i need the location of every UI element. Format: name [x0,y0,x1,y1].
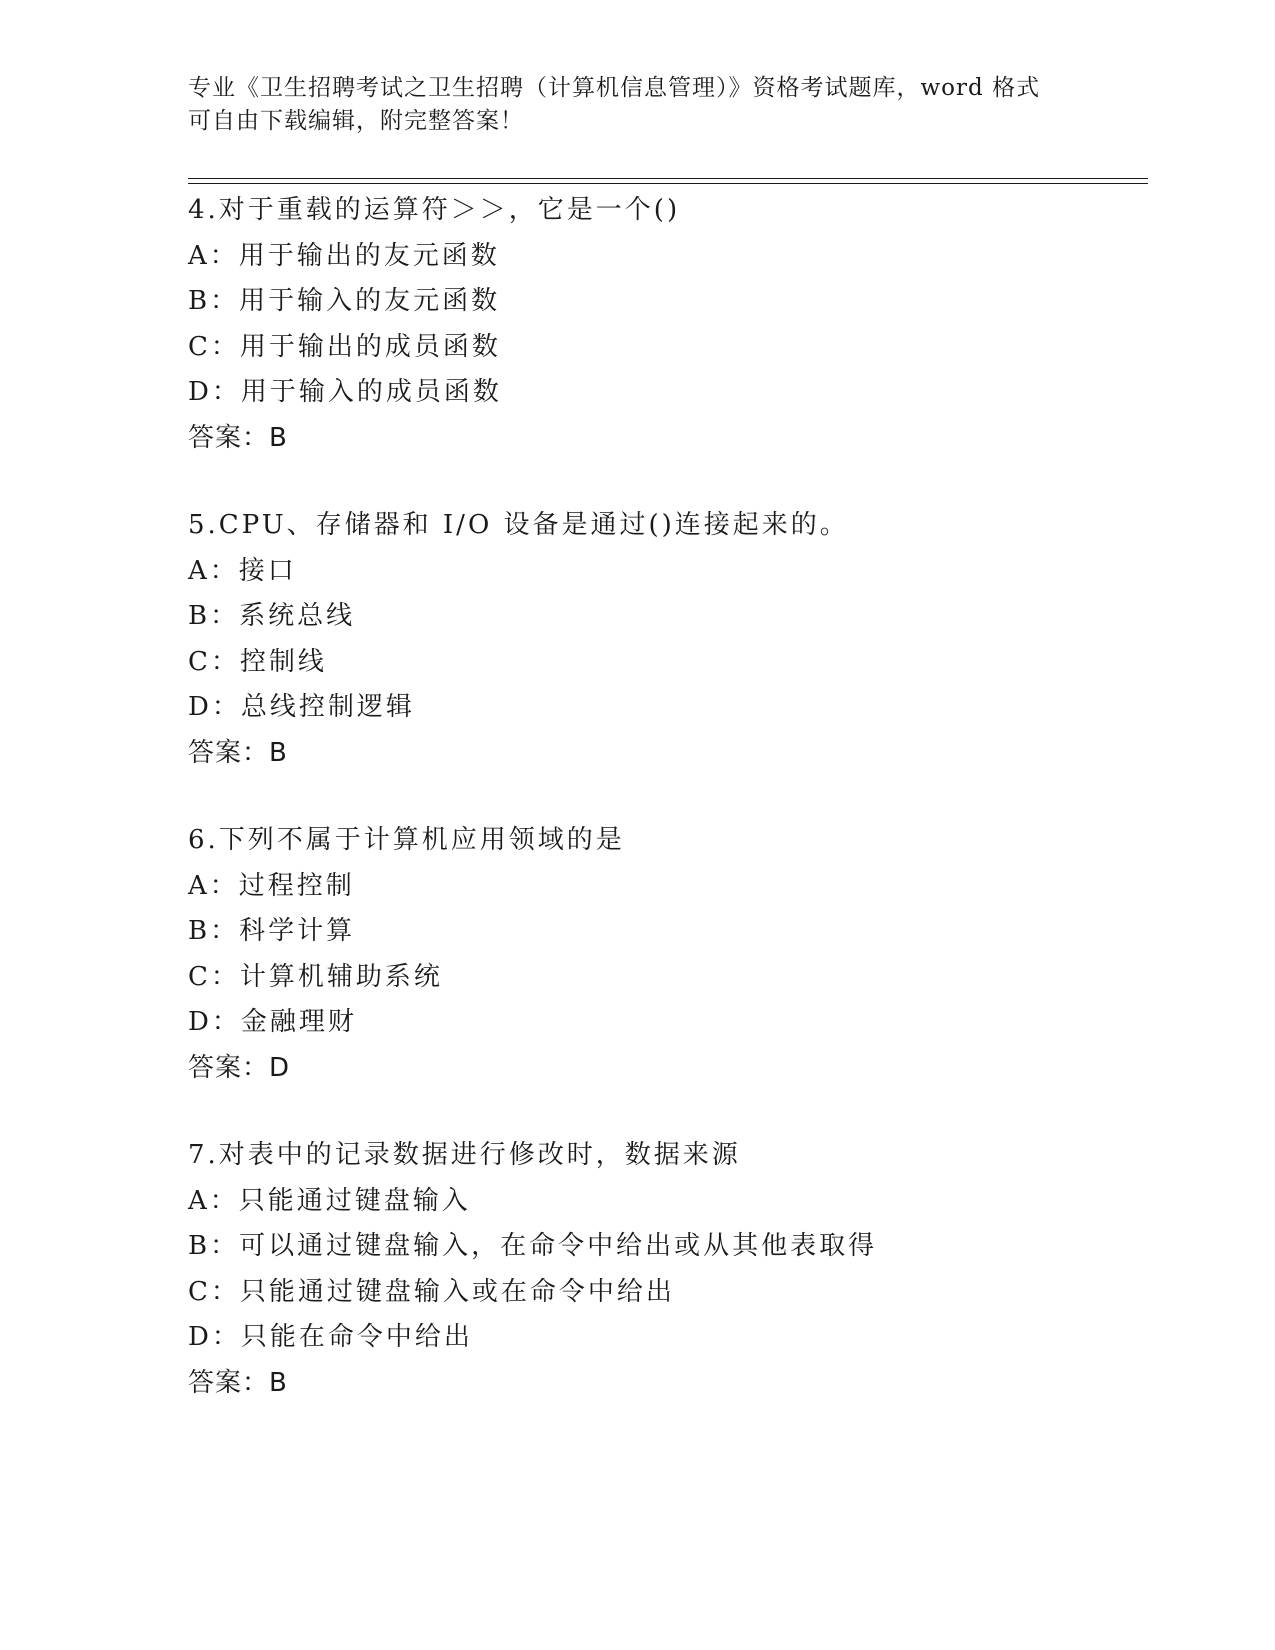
option-b: B：系统总线 [188,601,356,631]
question-stem: 6.下列不属于计算机应用领域的是 [188,825,625,855]
answer: 答案：B [188,422,288,453]
option-b: B：用于输入的友元函数 [188,286,501,316]
question-7 [188,1133,1148,1406]
answer: 答案：D [188,1052,291,1083]
answer: 答案：B [188,1367,288,1398]
option-b: B：可以通过键盘输入，在命令中给出或从其他表取得 [188,1231,878,1261]
option-c: C：只能通过键盘输入或在命令中给出 [188,1276,675,1307]
option-d: D：只能在命令中给出 [188,1322,473,1352]
option-c: C：计算机辅助系统 [188,961,443,992]
question-5 [188,503,1148,776]
question-6 [188,818,1148,1091]
answer: 答案：B [188,737,288,768]
question-list [188,188,1148,1448]
option-d: D：金融理财 [188,1007,357,1037]
option-a: A：用于输出的友元函数 [188,240,500,271]
option-a: A：只能通过键盘输入 [188,1185,471,1216]
option-c: C：控制线 [188,646,327,677]
option-b: B：科学计算 [188,916,356,946]
question-stem: 4.对于重载的运算符＞＞，它是一个() [188,195,681,225]
question-stem: 5.CPU、存储器和 I/O 设备是通过()连接起来的。 [188,510,849,540]
option-c: C：用于输出的成员函数 [188,331,501,362]
header-line-2: 可自由下载编辑，附完整答案！ [188,108,524,134]
option-d: D：总线控制逻辑 [188,692,415,722]
question-stem: 7.对表中的记录数据进行修改时，数据来源 [188,1140,741,1170]
question-4 [188,188,1148,461]
header-divider-bottom [188,183,1148,184]
document-header [188,72,1088,138]
header-line-1: 专业《卫生招聘考试之卫生招聘（计算机信息管理）》资格考试题库，word 格式 [188,75,1041,101]
option-a: A：过程控制 [188,870,355,901]
header-divider-top [188,178,1148,179]
option-a: A：接口 [188,555,297,586]
option-d: D：用于输入的成员函数 [188,377,502,407]
